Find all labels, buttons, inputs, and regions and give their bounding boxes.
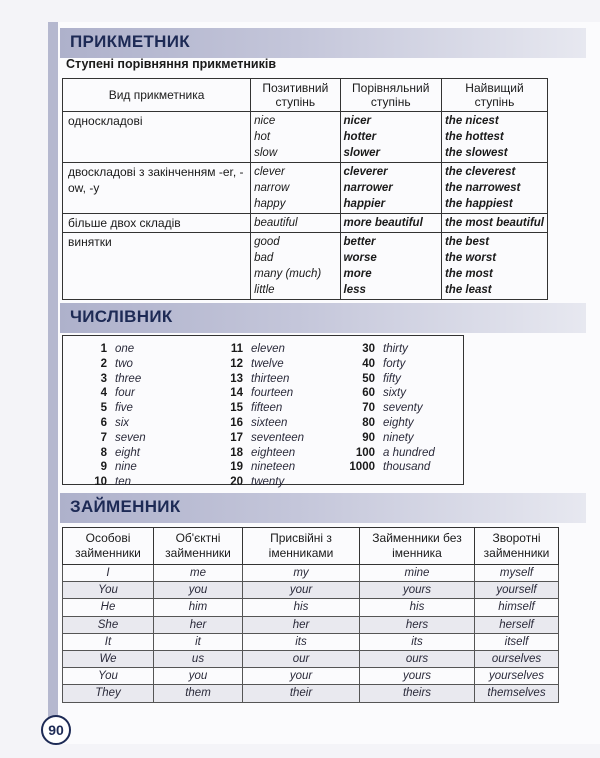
numeral-word: four xyxy=(115,387,135,400)
superlative-form: the happiest xyxy=(444,198,513,210)
superlative-form: the worst xyxy=(444,252,497,264)
section-title: ЧИСЛІВНИК xyxy=(70,307,173,326)
numeral-row xyxy=(341,431,435,446)
numeral-row xyxy=(213,386,304,401)
numeral-column-11-20 xyxy=(213,342,304,490)
positive-form: nice xyxy=(254,115,276,127)
pronoun-cell: You xyxy=(63,582,154,599)
superlative-form: the cleverest xyxy=(444,166,516,178)
pronoun-cell: it xyxy=(154,633,243,650)
positive-cell xyxy=(251,233,340,300)
table-row xyxy=(63,112,548,163)
numeral-word: ninety xyxy=(383,431,414,444)
numeral-word: three xyxy=(115,372,142,385)
pronoun-cell: his xyxy=(360,599,475,616)
pronoun-cell: his xyxy=(243,599,360,616)
numeral-row xyxy=(77,446,146,461)
adjective-kind-cell: більше двох складів xyxy=(63,214,251,233)
adjective-kind-cell: винятки xyxy=(63,233,251,300)
positive-cell xyxy=(251,112,340,163)
numeral-digit: 20 xyxy=(230,476,243,489)
numeral-word: two xyxy=(115,357,133,370)
numeral-row xyxy=(77,460,146,475)
numeral-row xyxy=(341,401,435,416)
numeral-row xyxy=(213,401,304,416)
numeral-row xyxy=(341,446,435,461)
numeral-digit: 15 xyxy=(230,402,243,415)
numeral-row xyxy=(341,372,435,387)
numeral-word: six xyxy=(115,416,130,429)
table-row xyxy=(63,668,559,685)
numeral-word: fifty xyxy=(383,372,401,385)
pronoun-cell: itself xyxy=(475,633,559,650)
pronoun-cell: yours xyxy=(360,582,475,599)
numeral-row xyxy=(213,416,304,431)
numeral-digit: 1000 xyxy=(349,461,375,474)
numeral-digit: 50 xyxy=(362,372,375,385)
pronoun-cell: her xyxy=(154,616,243,633)
numeral-row xyxy=(77,386,146,401)
numeral-word: seventeen xyxy=(251,431,305,444)
numeral-row xyxy=(341,416,435,431)
pronoun-cell: your xyxy=(243,582,360,599)
comparative-form: nicer xyxy=(343,115,372,127)
numeral-digit: 4 xyxy=(100,387,107,400)
numeral-word: twenty xyxy=(251,476,285,489)
pronoun-cell: yourselves xyxy=(475,668,559,685)
pronoun-cell: yours xyxy=(360,668,475,685)
column-header: Присвійні з іменниками xyxy=(243,528,360,565)
numeral-digit: 16 xyxy=(230,416,243,429)
pronoun-cell: ours xyxy=(360,650,475,667)
section-title: ЗАЙМЕННИК xyxy=(70,497,181,516)
superlative-form: the most xyxy=(444,268,493,280)
pronoun-cell: its xyxy=(243,633,360,650)
positive-form: slow xyxy=(254,147,278,159)
section-header-pronoun xyxy=(60,493,586,523)
pronoun-cell: yourself xyxy=(475,582,559,599)
comparative-cell xyxy=(340,233,441,300)
numeral-digit: 1 xyxy=(100,343,107,355)
pronoun-cell: me xyxy=(154,565,243,582)
numeral-digit: 80 xyxy=(362,416,375,429)
comparative-form: more xyxy=(343,268,372,280)
superlative-form: the best xyxy=(444,236,490,248)
pronoun-cell: herself xyxy=(475,616,559,633)
numeral-row xyxy=(77,416,146,431)
pronoun-cell: You xyxy=(63,668,154,685)
positive-form: many (much) xyxy=(254,268,322,280)
numeral-word: sixty xyxy=(383,387,406,400)
numeral-row xyxy=(77,372,146,387)
numeral-row xyxy=(341,357,435,372)
comparative-form: worse xyxy=(343,252,377,264)
column-header: Зворотні займенники xyxy=(475,528,559,565)
numeral-row xyxy=(213,372,304,387)
numeral-digit: 9 xyxy=(100,461,107,474)
comparative-form: narrower xyxy=(343,182,393,194)
numeral-word: sixteen xyxy=(251,416,288,429)
numeral-word: seventy xyxy=(383,402,423,415)
numeral-digit: 14 xyxy=(230,387,243,400)
numeral-digit: 7 xyxy=(100,431,107,444)
adjective-kind-cell: двоскладові з закінченням -er, -ow, -y xyxy=(63,163,251,214)
pronoun-cell: mine xyxy=(360,565,475,582)
numeral-row xyxy=(341,342,435,357)
numeral-row xyxy=(77,475,146,490)
pronoun-cell: her xyxy=(243,616,360,633)
numeral-digit: 11 xyxy=(230,343,243,355)
numeral-word: ten xyxy=(115,476,131,489)
numeral-digit: 19 xyxy=(230,461,243,474)
numeral-word: forty xyxy=(383,357,406,370)
numeral-word: thirty xyxy=(383,343,408,355)
table-row xyxy=(63,616,559,633)
numeral-word: eleven xyxy=(251,343,285,355)
comparative-form: more beautiful xyxy=(343,217,423,229)
column-header: Об'єктні займенники xyxy=(154,528,243,565)
numeral-word: twelve xyxy=(251,357,284,370)
superlative-form: the most beautiful xyxy=(444,217,544,229)
pronoun-table-body xyxy=(63,565,559,703)
pronoun-cell: theirs xyxy=(360,685,475,702)
pronoun-cell: them xyxy=(154,685,243,702)
positive-form: beautiful xyxy=(254,217,298,229)
numeral-word: seven xyxy=(115,431,146,444)
comparative-form: cleverer xyxy=(343,166,388,178)
numeral-row xyxy=(77,357,146,372)
numeral-digit: 2 xyxy=(100,357,107,370)
pronoun-cell: ourselves xyxy=(475,650,559,667)
numeral-digit: 13 xyxy=(230,372,243,385)
column-header: Позитивний ступінь xyxy=(251,79,340,112)
pronoun-cell: my xyxy=(243,565,360,582)
column-header: Займенники без іменника xyxy=(360,528,475,565)
table-row xyxy=(63,214,548,233)
superlative-form: the hottest xyxy=(444,131,504,143)
positive-form: clever xyxy=(254,166,285,178)
pronoun-cell: hers xyxy=(360,616,475,633)
numeral-digit: 8 xyxy=(100,446,107,459)
numeral-row xyxy=(213,431,304,446)
table-row xyxy=(63,233,548,300)
table-row xyxy=(63,650,559,667)
numeral-digit: 10 xyxy=(94,476,107,489)
numeral-row xyxy=(213,357,304,372)
adjective-subtitle: Ступені порівняння прикметників xyxy=(66,57,277,71)
positive-cell xyxy=(251,163,340,214)
table-row xyxy=(63,599,559,616)
numeral-row xyxy=(77,431,146,446)
pronoun-cell: I xyxy=(63,565,154,582)
pronoun-cell: him xyxy=(154,599,243,616)
pronoun-cell: myself xyxy=(475,565,559,582)
superlative-form: the least xyxy=(444,284,492,296)
comparative-cell xyxy=(340,214,441,233)
comparative-form: less xyxy=(343,284,366,296)
numeral-word: one xyxy=(115,343,135,355)
table-row xyxy=(63,163,548,214)
numeral-row xyxy=(77,401,146,416)
numeral-word: a hundred xyxy=(383,446,435,459)
comparative-cell xyxy=(340,112,441,163)
comparative-form: slower xyxy=(343,147,380,159)
section-header-numeral xyxy=(60,303,586,333)
superlative-cell xyxy=(441,233,547,300)
numeral-digit: 3 xyxy=(100,372,107,385)
superlative-form: the nicest xyxy=(444,115,499,127)
column-header: Особові займенники xyxy=(63,528,154,565)
numeral-box xyxy=(62,335,464,489)
adjective-kind-cell: односкладові xyxy=(63,112,251,163)
positive-cell xyxy=(251,214,340,233)
pronoun-cell: She xyxy=(63,616,154,633)
numeral-word: eighteen xyxy=(251,446,296,459)
pronoun-cell: us xyxy=(154,650,243,667)
pronoun-cell: you xyxy=(154,582,243,599)
positive-form: happy xyxy=(254,198,286,210)
numeral-word: nineteen xyxy=(251,461,296,474)
section-header-adjective xyxy=(60,28,586,58)
pronoun-table xyxy=(62,527,559,703)
table-row xyxy=(63,565,559,582)
superlative-cell xyxy=(441,214,547,233)
pronoun-cell: himself xyxy=(475,599,559,616)
positive-form: narrow xyxy=(254,182,290,194)
pronoun-cell: its xyxy=(360,633,475,650)
column-header: Найвищий ступінь xyxy=(441,79,547,112)
numeral-word: nine xyxy=(115,461,137,474)
table-row xyxy=(63,685,559,702)
pronoun-cell: their xyxy=(243,685,360,702)
numeral-column-1-20 xyxy=(77,342,146,490)
positive-form: good xyxy=(254,236,280,248)
numeral-digit: 100 xyxy=(355,446,375,459)
adjective-table-body xyxy=(63,112,548,300)
numeral-row xyxy=(213,342,304,357)
numeral-row xyxy=(341,386,435,401)
section-title: ПРИКМЕТНИК xyxy=(70,32,190,51)
positive-form: hot xyxy=(254,131,271,143)
numeral-digit: 17 xyxy=(230,431,243,444)
numeral-column-tens xyxy=(341,342,435,475)
table-row xyxy=(63,633,559,650)
pronoun-cell: our xyxy=(243,650,360,667)
pronoun-cell: They xyxy=(63,685,154,702)
column-header: Вид прикметника xyxy=(63,79,251,112)
numeral-digit: 70 xyxy=(362,402,375,415)
numeral-row xyxy=(213,446,304,461)
positive-form: bad xyxy=(254,252,274,264)
comparative-form: hotter xyxy=(343,131,377,143)
pronoun-cell: themselves xyxy=(475,685,559,702)
superlative-form: the slowest xyxy=(444,147,508,159)
comparative-form: better xyxy=(343,236,376,248)
numeral-word: five xyxy=(115,402,133,415)
numeral-digit: 40 xyxy=(362,357,375,370)
numeral-word: eight xyxy=(115,446,140,459)
positive-form: little xyxy=(254,284,275,296)
numeral-row xyxy=(213,475,304,490)
comparative-form: happier xyxy=(343,198,386,210)
pronoun-cell: He xyxy=(63,599,154,616)
numeral-digit: 12 xyxy=(230,357,243,370)
numeral-row xyxy=(77,342,146,357)
page-number: 90 xyxy=(41,715,71,745)
adjective-comparison-table xyxy=(62,78,548,300)
numeral-row xyxy=(341,460,435,475)
table-row xyxy=(63,582,559,599)
superlative-cell xyxy=(441,163,547,214)
numeral-row xyxy=(213,460,304,475)
numeral-digit: 60 xyxy=(362,387,375,400)
numeral-word: thousand xyxy=(383,461,431,474)
numeral-digit: 90 xyxy=(362,431,375,444)
comparative-cell xyxy=(340,163,441,214)
numeral-digit: 30 xyxy=(362,343,375,355)
pronoun-cell: It xyxy=(63,633,154,650)
numeral-word: eighty xyxy=(383,416,414,429)
numeral-digit: 5 xyxy=(100,402,107,415)
numeral-word: fourteen xyxy=(251,387,294,400)
pronoun-cell: We xyxy=(63,650,154,667)
column-header: Порівняльний ступінь xyxy=(340,79,441,112)
pronoun-cell: your xyxy=(243,668,360,685)
superlative-cell xyxy=(441,112,547,163)
numeral-digit: 18 xyxy=(230,446,243,459)
pronoun-cell: you xyxy=(154,668,243,685)
numeral-digit: 6 xyxy=(100,416,107,429)
numeral-word: fifteen xyxy=(251,402,283,415)
superlative-form: the narrowest xyxy=(444,182,521,194)
numeral-word: thirteen xyxy=(251,372,290,385)
